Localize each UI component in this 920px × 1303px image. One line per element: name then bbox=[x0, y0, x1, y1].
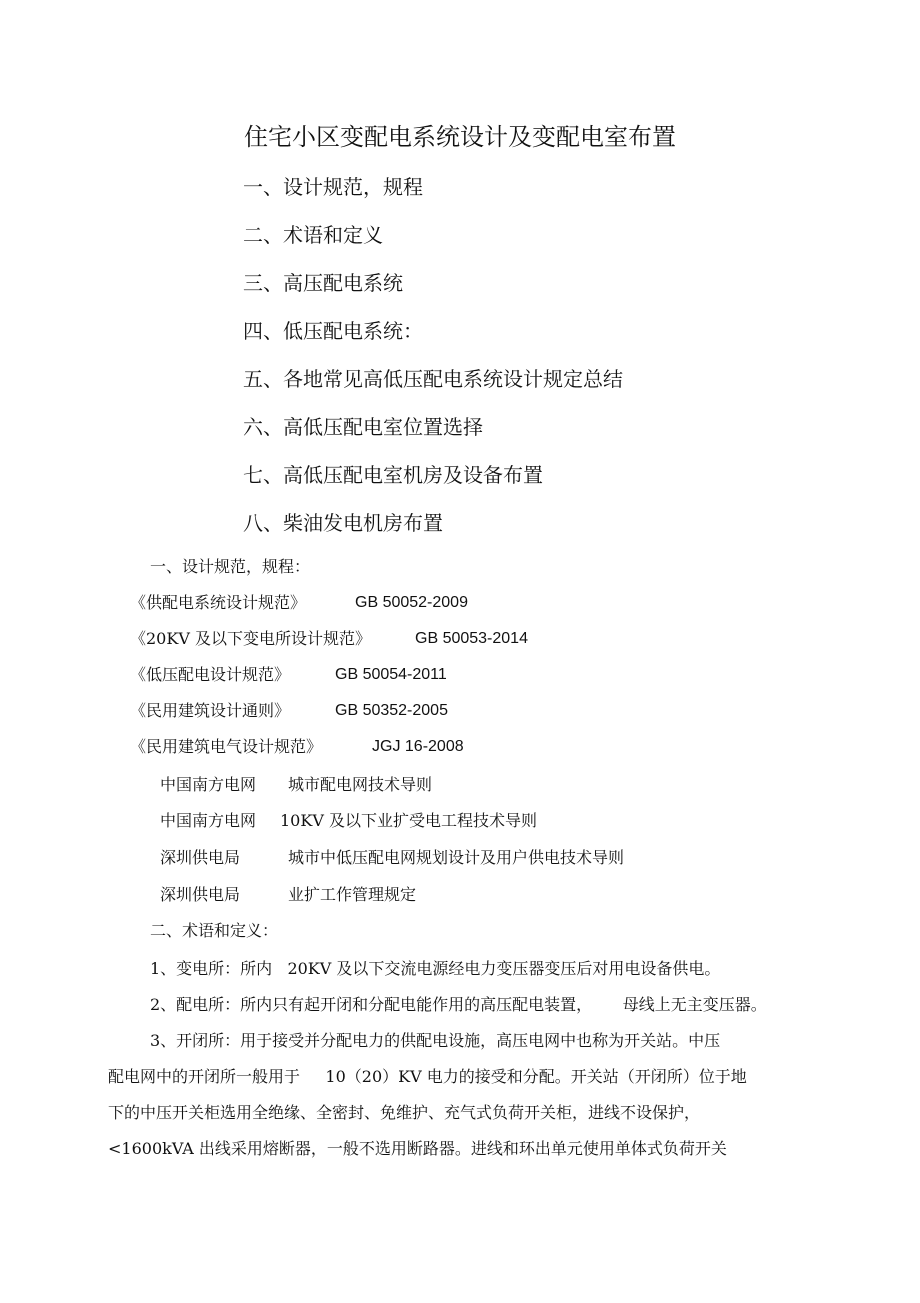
standard-code: GB 50352-2005 bbox=[335, 702, 448, 719]
toc-item: 三、高压配电系统 bbox=[243, 271, 403, 295]
guide-doc: 10KV 及以下业扩受电工程技术导则 bbox=[280, 811, 537, 830]
definition-switching-station: 3、开闭所：用于接受并分配电力的供配电设施，高压电网中也称为开关站。中压 bbox=[150, 1031, 721, 1050]
standard-code: GB 50054-2011 bbox=[335, 666, 447, 683]
guide-org: 中国南方电网 bbox=[160, 775, 257, 794]
toc-item: 六、高低压配电室位置选择 bbox=[243, 415, 483, 439]
guide-item bbox=[160, 774, 433, 796]
toc-item: 七、高低压配电室机房及设备布置 bbox=[243, 463, 543, 487]
standard-item bbox=[130, 700, 448, 722]
definition-switching-station-cont: 配电网中的开闭所一般用于 10（20）KV 电力的接受和分配。开关站（开闭所）位于地 bbox=[108, 1067, 747, 1086]
guide-doc: 城市中低压配电网规划设计及用户供电技术导则 bbox=[288, 848, 625, 867]
standard-code: GB 50052-2009 bbox=[355, 594, 468, 611]
section-2-heading: 二、术语和定义： bbox=[150, 921, 279, 940]
toc-item: 八、柴油发电机房布置 bbox=[243, 511, 443, 535]
standard-name: 《民用建筑设计通则》 bbox=[130, 701, 291, 720]
table-of-contents bbox=[243, 173, 623, 557]
guide-item bbox=[160, 810, 537, 832]
toc-item: 二、术语和定义 bbox=[243, 223, 383, 247]
standard-name: 《低压配电设计规范》 bbox=[130, 665, 291, 684]
guide-item bbox=[160, 884, 417, 906]
guide-org: 中国南方电网 bbox=[160, 811, 257, 830]
standard-name: 《20KV 及以下变电所设计规范》 bbox=[130, 629, 371, 648]
standard-code: GB 50053-2014 bbox=[415, 630, 528, 647]
definition-distribution-station: 2、配电所：所内只有起开闭和分配电能作用的高压配电装置， 母线上无主变压器。 bbox=[150, 995, 767, 1014]
guide-doc: 业扩工作管理规定 bbox=[288, 885, 417, 904]
standard-code: JGJ 16-2008 bbox=[372, 738, 464, 755]
definition-substation: 1、变电所：所内 20KV 及以下交流电源经电力变压器变压后对用电设备供电。 bbox=[150, 959, 721, 978]
standard-item bbox=[130, 664, 447, 686]
standard-name: 《供配电系统设计规范》 bbox=[130, 593, 307, 612]
definition-switching-station-cont: 下的中压开关柜选用全绝缘、全密封、免维护、充气式负荷开关柜，进线不设保护， bbox=[108, 1103, 701, 1122]
guide-org: 深圳供电局 bbox=[160, 848, 241, 867]
standard-item bbox=[130, 628, 528, 650]
standard-item bbox=[130, 592, 468, 614]
guide-item bbox=[160, 847, 625, 869]
guide-org: 深圳供电局 bbox=[160, 885, 241, 904]
toc-item: 五、各地常见高低压配电系统设计规定总结 bbox=[243, 367, 623, 391]
standard-item bbox=[130, 736, 464, 758]
toc-item: 四、低压配电系统： bbox=[243, 319, 423, 343]
toc-item: 一、设计规范，规程 bbox=[243, 175, 423, 199]
standard-name: 《民用建筑电气设计规范》 bbox=[130, 737, 323, 756]
section-1-heading: 一、设计规范，规程： bbox=[150, 557, 311, 576]
document-title: 住宅小区变配电系统设计及变配电室布置 bbox=[244, 123, 676, 151]
guide-doc: 城市配电网技术导则 bbox=[288, 775, 433, 794]
definition-switching-station-cont: <1600kVA 出线采用熔断器，一般不选用断路器。进线和环出单元使用单体式负荷开关 bbox=[108, 1139, 727, 1158]
